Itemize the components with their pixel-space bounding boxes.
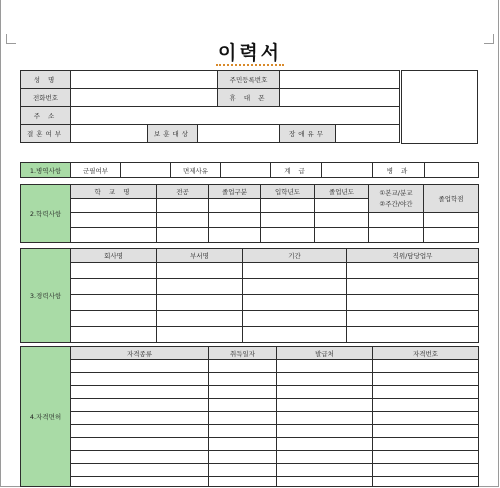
- career-cell[interactable]: [157, 311, 243, 327]
- military-rank-value[interactable]: [322, 163, 373, 178]
- license-cell[interactable]: [71, 464, 209, 477]
- career-header-period: 기간: [243, 249, 347, 263]
- license-cell[interactable]: [209, 438, 277, 451]
- career-cell[interactable]: [71, 279, 157, 295]
- license-header-date: 취득일자: [209, 347, 277, 360]
- name-value[interactable]: [71, 71, 218, 89]
- license-cell[interactable]: [277, 438, 373, 451]
- license-cell[interactable]: [277, 373, 373, 386]
- photo-box: [401, 70, 478, 144]
- license-cell[interactable]: [71, 399, 209, 412]
- military-rank-label: 계 급: [271, 163, 322, 178]
- license-cell[interactable]: [277, 399, 373, 412]
- military-branch-label: 병 과: [373, 163, 425, 178]
- license-cell[interactable]: [277, 425, 373, 438]
- military-branch-value[interactable]: [425, 163, 479, 178]
- education-header-graduation-type: 졸업구분: [209, 185, 261, 199]
- career-table: [20, 248, 479, 343]
- disability-value[interactable]: [336, 125, 400, 143]
- career-cell[interactable]: [243, 263, 347, 279]
- license-header-issuer: 발급처: [277, 347, 373, 360]
- education-cell[interactable]: [261, 199, 315, 213]
- career-cell[interactable]: [243, 311, 347, 327]
- career-cell[interactable]: [71, 295, 157, 311]
- mobile-label: 휴 대 폰: [218, 89, 280, 107]
- license-cell[interactable]: [209, 425, 277, 438]
- license-cell[interactable]: [373, 425, 479, 438]
- career-cell[interactable]: [347, 311, 479, 327]
- career-cell[interactable]: [157, 263, 243, 279]
- license-cell[interactable]: [71, 425, 209, 438]
- license-cell[interactable]: [277, 386, 373, 399]
- education-cell[interactable]: [209, 228, 261, 243]
- education-cell[interactable]: [71, 228, 157, 243]
- license-cell[interactable]: [71, 412, 209, 425]
- license-cell[interactable]: [373, 360, 479, 373]
- license-cell[interactable]: [373, 412, 479, 425]
- education-cell[interactable]: [369, 213, 424, 228]
- license-cell[interactable]: [373, 399, 479, 412]
- license-cell[interactable]: [277, 451, 373, 464]
- education-cell[interactable]: [209, 199, 261, 213]
- military-service-value[interactable]: [121, 163, 171, 178]
- license-cell[interactable]: [209, 360, 277, 373]
- license-cell[interactable]: [71, 386, 209, 399]
- education-cell[interactable]: [157, 213, 209, 228]
- license-cell[interactable]: [277, 412, 373, 425]
- education-cell[interactable]: [369, 228, 424, 243]
- career-cell[interactable]: [243, 295, 347, 311]
- license-cell[interactable]: [209, 373, 277, 386]
- education-section-label: 2.학력사항: [21, 185, 71, 243]
- marriage-value[interactable]: [71, 125, 148, 143]
- license-cell[interactable]: [209, 464, 277, 477]
- career-header-department: 부서명: [157, 249, 243, 263]
- education-header-location: 졸업학점: [424, 185, 479, 213]
- marriage-label: 결혼여부: [21, 125, 71, 143]
- military-service-label: 군필여부: [71, 163, 121, 178]
- career-cell[interactable]: [347, 327, 479, 343]
- license-cell[interactable]: [209, 451, 277, 464]
- education-header-campus: [369, 185, 424, 213]
- document-title: [0, 38, 500, 65]
- resident-number-value[interactable]: [280, 71, 400, 89]
- license-cell[interactable]: [209, 412, 277, 425]
- veteran-label: 보훈대상: [148, 125, 198, 143]
- career-cell[interactable]: [71, 327, 157, 343]
- career-cell[interactable]: [243, 279, 347, 295]
- education-cell[interactable]: [424, 228, 479, 243]
- license-cell[interactable]: [373, 451, 479, 464]
- education-header-graduation-year: 졸업년도: [315, 185, 369, 199]
- license-table: [20, 346, 479, 487]
- resident-number-label: 주민등록번호: [218, 71, 280, 89]
- disability-label: 장애유무: [280, 125, 336, 143]
- military-exemption-value[interactable]: [221, 163, 271, 178]
- license-cell[interactable]: [209, 477, 277, 487]
- career-cell[interactable]: [157, 327, 243, 343]
- personal-info-table: [20, 70, 400, 143]
- license-header-number: 자격번호: [373, 347, 479, 360]
- education-cell[interactable]: [315, 213, 369, 228]
- education-cell[interactable]: [209, 213, 261, 228]
- license-cell[interactable]: [373, 373, 479, 386]
- military-section-label: 1.병역사항: [21, 163, 71, 178]
- veteran-value[interactable]: [198, 125, 280, 143]
- career-header-company: 회사명: [71, 249, 157, 263]
- career-cell[interactable]: [157, 295, 243, 311]
- license-cell[interactable]: [71, 360, 209, 373]
- education-cell[interactable]: [71, 199, 157, 213]
- education-table: [20, 184, 479, 243]
- education-cell[interactable]: [157, 199, 209, 213]
- education-cell[interactable]: [315, 199, 369, 213]
- license-cell[interactable]: [277, 477, 373, 487]
- license-cell[interactable]: [277, 464, 373, 477]
- military-exemption-label: 면제사유: [171, 163, 221, 178]
- military-table: [20, 162, 479, 178]
- education-cell[interactable]: [315, 228, 369, 243]
- career-cell[interactable]: [347, 295, 479, 311]
- license-cell[interactable]: [71, 373, 209, 386]
- career-cell[interactable]: [347, 279, 479, 295]
- career-cell[interactable]: [157, 279, 243, 295]
- address-value[interactable]: [71, 107, 400, 125]
- license-cell[interactable]: [209, 399, 277, 412]
- education-campus-label-2: ②주간/야간: [379, 199, 413, 208]
- career-section-label: 3.경력사항: [21, 249, 71, 343]
- education-campus-label-1: ①본교/분교: [379, 188, 413, 197]
- education-cell[interactable]: [424, 213, 479, 228]
- education-cell[interactable]: [71, 213, 157, 228]
- education-header-school: 학 교 명: [71, 185, 157, 199]
- license-cell[interactable]: [71, 477, 209, 487]
- education-header-major: 전공: [157, 185, 209, 199]
- license-header-type: 자격종류: [71, 347, 209, 360]
- document-title-text: 이력서: [217, 42, 283, 64]
- career-cell[interactable]: [243, 327, 347, 343]
- license-cell[interactable]: [373, 464, 479, 477]
- license-section-label: 4.자격면허: [21, 347, 71, 487]
- education-header-entrance-year: 입학년도: [261, 185, 315, 199]
- career-cell[interactable]: [71, 311, 157, 327]
- phone-label: 전화번호: [21, 89, 71, 107]
- career-header-position: 직위/담당업무: [347, 249, 479, 263]
- name-label: 성 명: [21, 71, 71, 89]
- license-cell[interactable]: [373, 386, 479, 399]
- license-cell[interactable]: [373, 438, 479, 451]
- education-cell[interactable]: [261, 213, 315, 228]
- career-cell[interactable]: [71, 263, 157, 279]
- phone-value[interactable]: [71, 89, 218, 107]
- education-cell[interactable]: [261, 228, 315, 243]
- license-cell[interactable]: [71, 438, 209, 451]
- education-cell[interactable]: [157, 228, 209, 243]
- license-cell[interactable]: [277, 360, 373, 373]
- address-label: 주 소: [21, 107, 71, 125]
- career-cell[interactable]: [347, 263, 479, 279]
- license-cell[interactable]: [209, 386, 277, 399]
- mobile-value[interactable]: [280, 89, 400, 107]
- license-cell[interactable]: [373, 477, 479, 487]
- license-cell[interactable]: [71, 451, 209, 464]
